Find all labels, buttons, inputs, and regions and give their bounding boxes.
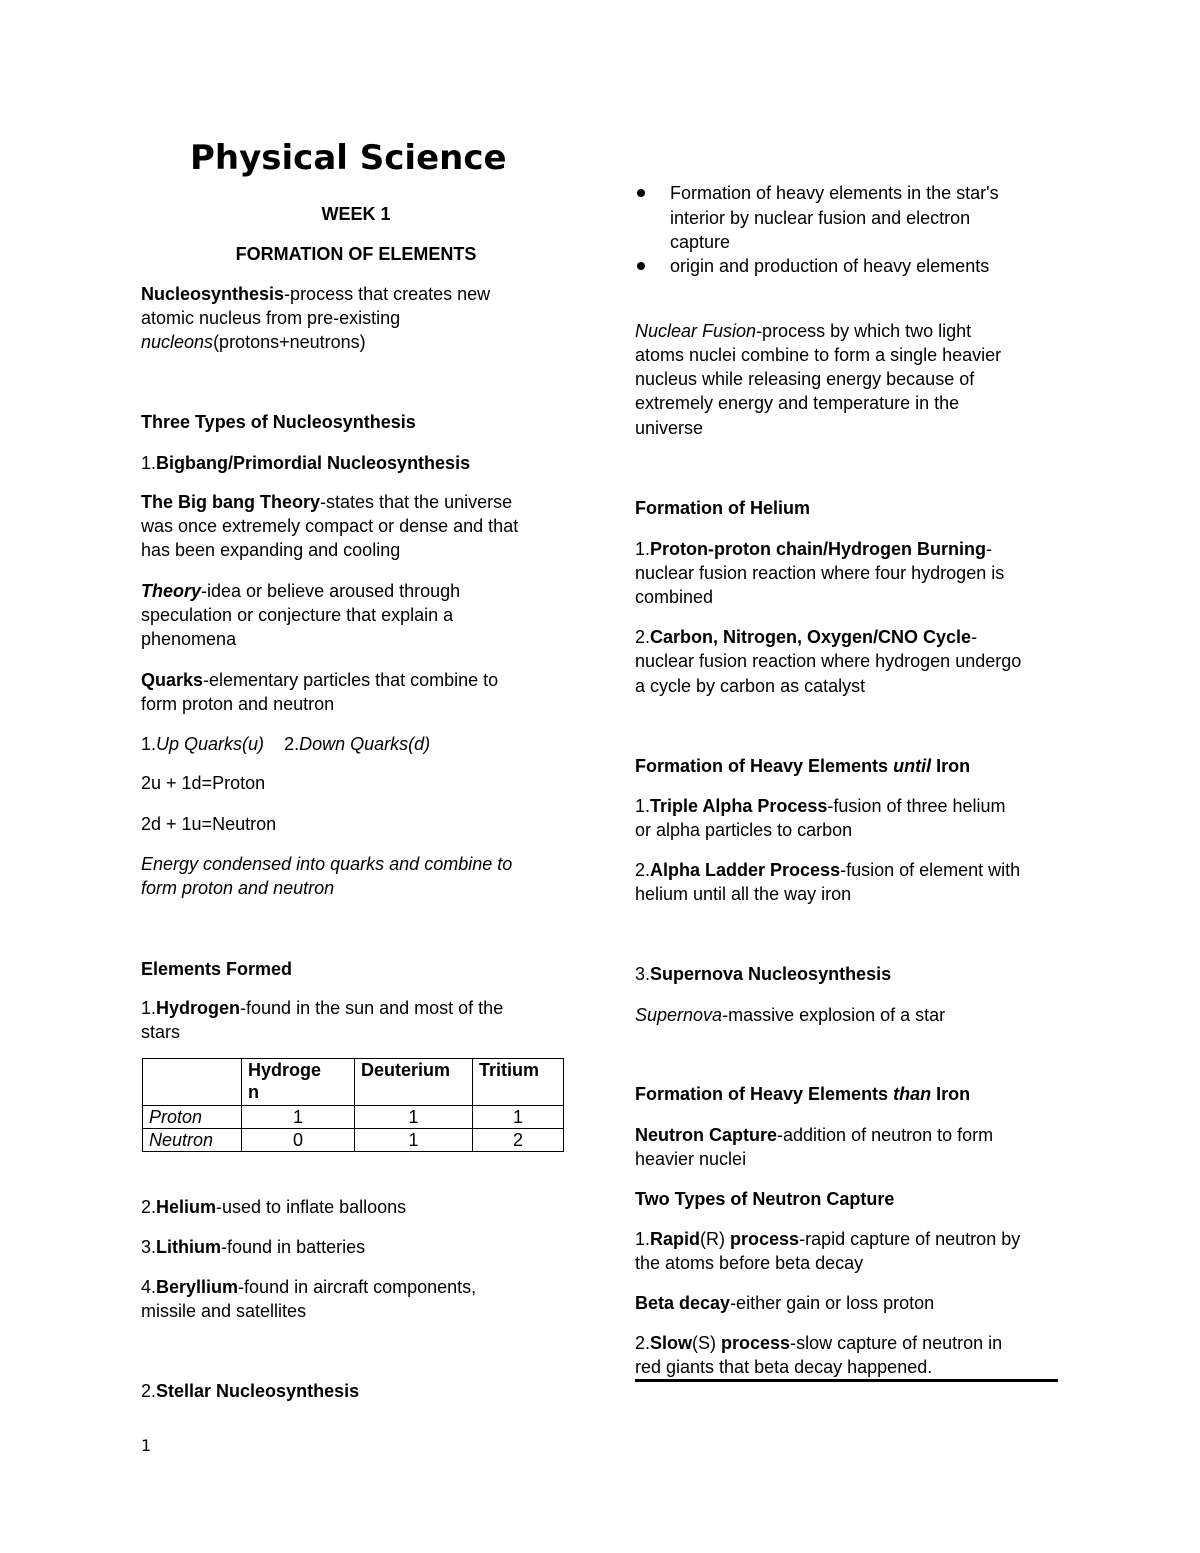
- theory-def: Theory-idea or believe aroused through: [141, 581, 461, 601]
- bullet-item: Formation of heavy elements in the star's: [670, 183, 999, 203]
- text-line: stars: [141, 1022, 181, 1042]
- text-line: red giants that beta decay happened.: [635, 1357, 933, 1377]
- rapid-process-item: 1.Rapid(R) process-rapid capture of neutron by: [635, 1229, 1021, 1249]
- text-line: phenomena: [141, 629, 237, 649]
- text-line: interior by nuclear fusion and electron: [670, 208, 971, 228]
- text-line: nuclear fusion reaction where hydrogen undergo: [635, 651, 1022, 671]
- text-line: capture: [670, 232, 731, 252]
- energy-note: Energy condensed into quarks and combine to: [141, 854, 513, 874]
- hydrogen-item: 1.Hydrogen-found in the sun and most of the: [141, 998, 504, 1018]
- equation-proton: 2u + 1d=Proton: [141, 773, 266, 793]
- slow-process-item: 2.Slow(S) process-slow capture of neutron in: [635, 1333, 1003, 1353]
- week-label: WEEK 1: [321, 204, 391, 224]
- text-line: nucleus while releasing energy because of: [635, 369, 975, 389]
- text-line: helium until all the way iron: [635, 884, 852, 904]
- table-cell: 2: [473, 1129, 564, 1152]
- quark-types: 1.Up Quarks(u) 2.Down Quarks(d): [141, 734, 431, 754]
- equation-neutron: 2d + 1u=Neutron: [141, 814, 277, 834]
- text-line: nuclear fusion reaction where four hydrogen is: [635, 563, 1005, 583]
- section-heading: FORMATION OF ELEMENTS: [235, 244, 477, 264]
- table-cell: Proton: [143, 1106, 242, 1129]
- bullet-icon: [637, 262, 645, 270]
- heavy-than-iron-heading: Formation of Heavy Elements than Iron: [635, 1084, 971, 1104]
- two-types-heading: Two Types of Neutron Capture: [635, 1189, 895, 1209]
- text-line: heavier nuclei: [635, 1149, 747, 1169]
- text-line: atoms nuclei combine to form a single heavier: [635, 345, 1002, 365]
- three-types-heading: Three Types of Nucleosynthesis: [141, 412, 416, 432]
- neutron-capture-def: Neutron Capture-addition of neutron to form: [635, 1125, 994, 1145]
- alpha-ladder-item: 2.Alpha Ladder Process-fusion of element with: [635, 860, 1021, 880]
- text-line: the atoms before beta decay: [635, 1253, 864, 1273]
- type3-heading: 3.Supernova Nucleosynthesis: [635, 964, 892, 984]
- table-cell: Neutron: [143, 1129, 242, 1152]
- beryllium-item: 4.Beryllium-found in aircraft components,: [141, 1277, 477, 1297]
- table-header-cell: Deuterium: [355, 1059, 473, 1106]
- text-line: n: [248, 1082, 259, 1102]
- cno-item: 2.Carbon, Nitrogen, Oxygen/CNO Cycle-: [635, 627, 978, 647]
- type2-heading: 2.Stellar Nucleosynthesis: [141, 1381, 360, 1401]
- nuclear-fusion-def: Nuclear Fusion-process by which two light: [635, 321, 972, 341]
- bullet-icon: [637, 189, 645, 197]
- table-row: [143, 1129, 564, 1152]
- type1-heading: 1.Bigbang/Primordial Nucleosynthesis: [141, 453, 471, 473]
- table-cell: 1: [355, 1106, 473, 1129]
- text-line: extremely energy and temperature in the: [635, 393, 960, 413]
- formation-of-helium-heading: Formation of Helium: [635, 498, 810, 518]
- lithium-item: 3.Lithium-found in batteries: [141, 1237, 366, 1257]
- text-line: universe: [635, 418, 704, 438]
- text-line: nucleons(protons+neutrons): [141, 332, 366, 352]
- heavy-until-iron-heading: Formation of Heavy Elements until Iron: [635, 756, 971, 776]
- table-header-cell: Tritium: [473, 1059, 564, 1106]
- table-cell: 1: [242, 1106, 355, 1129]
- text-line: a cycle by carbon as catalyst: [635, 676, 866, 696]
- page-title: Physical Science: [190, 138, 507, 178]
- text-line: speculation or conjecture that explain a: [141, 605, 454, 625]
- table-cell: 1: [473, 1106, 564, 1129]
- table-cell: 1: [355, 1129, 473, 1152]
- table-header-cell: [143, 1059, 242, 1106]
- beta-decay-def: Beta decay-either gain or loss proton: [635, 1293, 935, 1313]
- pp-chain-item: 1.Proton-proton chain/Hydrogen Burning-: [635, 539, 992, 559]
- text-line: atomic nucleus from pre-existing: [141, 308, 401, 328]
- text-line: form proton and neutron: [141, 694, 335, 714]
- text-line: has been expanding and cooling: [141, 540, 401, 560]
- quarks-def: Quarks-elementary particles that combine to: [141, 670, 499, 690]
- big-bang-def: The Big bang Theory-states that the universe: [141, 492, 513, 512]
- helium-item: 2.Helium-used to inflate balloons: [141, 1197, 407, 1217]
- table-header-cell: [242, 1059, 355, 1106]
- text-line: or alpha particles to carbon: [635, 820, 853, 840]
- text-line: form proton and neutron: [141, 878, 335, 898]
- text-line: combined: [635, 587, 714, 607]
- section-divider: [635, 1379, 1058, 1382]
- text-line: was once extremely compact or dense and that: [141, 516, 519, 536]
- text-line: missile and satellites: [141, 1301, 307, 1321]
- supernova-def: Supernova-massive explosion of a star: [635, 1005, 946, 1025]
- nucleosynthesis-def: Nucleosynthesis-process that creates new: [141, 284, 491, 304]
- text-line: Hydroge: [248, 1060, 322, 1080]
- isotope-table: [142, 1058, 564, 1152]
- table-row: [143, 1106, 564, 1129]
- elements-formed-heading: Elements Formed: [141, 959, 293, 979]
- table-cell: 0: [242, 1129, 355, 1152]
- page-number: 1: [141, 1436, 152, 1455]
- table-header-row: [143, 1059, 564, 1106]
- bullet-item: origin and production of heavy elements: [670, 256, 990, 276]
- triple-alpha-item: 1.Triple Alpha Process-fusion of three helium: [635, 796, 1006, 816]
